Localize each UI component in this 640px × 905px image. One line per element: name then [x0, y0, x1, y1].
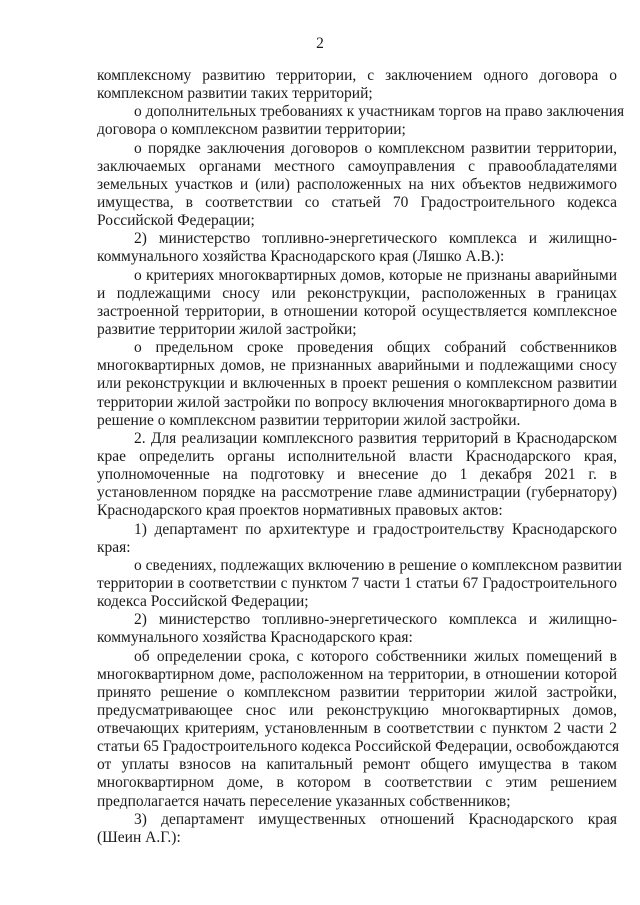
text-line: о порядке заключения договоров о комплексном развитии территории, [134, 139, 617, 157]
text-line: комплексному развитию территории, с заключением одного договора о [97, 67, 617, 84]
text-line: имущества, в соответствии со статьей 70 Градостроительного кодекса [97, 193, 617, 211]
text-line: о критериях многоквартирных домов, которые не признаны аварийными [134, 266, 617, 284]
text-line: (Шеин А.Г.): [97, 828, 181, 846]
text-line: многоквартирном доме, в котором в соответствии с этим решением [97, 774, 617, 792]
text-line: кодекса Российской Федерации; [97, 593, 309, 611]
text-line: решение о комплексном развитии территории жилой застройки. [97, 411, 521, 429]
text-line: Российской Федерации; [97, 212, 255, 230]
text-line: об определении срока, с которого собственники жилых помещений в [134, 647, 617, 665]
text-line: о дополнительных требованиях к участникам торгов на право заключения [134, 103, 625, 121]
text-line: крае определить органы исполнительной власти Краснодарского края, [97, 447, 617, 465]
text-line: от уплаты взносов на капитальный ремонт общего имущества в таком [97, 756, 617, 774]
text-line: и подлежащими сносу или реконструкции, расположенных в границах [97, 284, 617, 302]
text-line: 3) департамент имущественных отношений Краснодарского края [134, 810, 617, 828]
text-line: 1) департамент по архитектуре и градостроительству Краснодарского [134, 520, 617, 538]
text-line: о предельном сроке проведения общих собраний собственников [134, 339, 617, 357]
text-line: 2. Для реализации комплексного развития территорий в Краснодарском [134, 429, 617, 447]
text-line: коммунального хозяйства Краснодарского края (Ляшко А.В.): [97, 248, 505, 266]
text-line: уполномоченные на подготовку и внесение до 1 декабря 2021 г. в [97, 466, 617, 484]
text-line: отвечающих критериям, установленным в соответствии с пунктом 2 части 2 [97, 720, 617, 738]
text-line: предполагается начать переселение указанных собственников; [97, 792, 511, 810]
text-line: территории в соответствии с пунктом 7 части 1 статьи 67 Градостроительного [97, 574, 617, 592]
text-line: предусматривающее снос или реконструкцию многоквартирных домов, [97, 701, 617, 719]
page-number: 2 [316, 35, 324, 52]
text-line: земельных участков и (или) расположенных на них объектов недвижимого [97, 175, 617, 193]
text-line: принято решение о комплексном развитии территории жилой застройки, [97, 683, 617, 701]
text-line: комплексном развитии таких территорий; [97, 85, 373, 103]
text-line: договора о комплексном развитии территории; [97, 121, 406, 139]
text-line: края: [97, 538, 131, 556]
text-line: застроенной территории, в отношении которой осуществляется комплексное [97, 302, 617, 320]
text-line: 2) министерство топливно-энергетического комплекса и жилищно- [134, 230, 617, 248]
text-line: Краснодарского края проектов нормативных правовых актов: [97, 502, 503, 520]
text-line: заключаемых органами местного самоуправления с правообладателями [97, 157, 617, 175]
text-line: установленном порядке на рассмотрение главе администрации (губернатору) [97, 484, 617, 502]
text-line: статьи 65 Градостроительного кодекса Российской Федерации, освобождаются [97, 738, 620, 756]
text-line: 2) министерство топливно-энергетического комплекса и жилищно- [134, 611, 617, 629]
text-line: многоквартирных домов, не признанных аварийными и подлежащими сносу [97, 357, 617, 375]
text-line: или реконструкции и включенных в проект решения о комплексном развитии [97, 375, 617, 393]
text-line: развитие территории жилой застройки; [97, 320, 357, 338]
body-text [97, 67, 625, 847]
text-line: о сведениях, подлежащих включению в решение о комплексном развитии [134, 556, 622, 574]
text-line: многоквартирном доме, расположенном на территории, в отношении которой [97, 665, 617, 683]
text-line: коммунального хозяйства Краснодарского края: [97, 629, 413, 647]
text-line: территории жилой застройки по вопросу включения многоквартирного дома в [97, 393, 617, 411]
